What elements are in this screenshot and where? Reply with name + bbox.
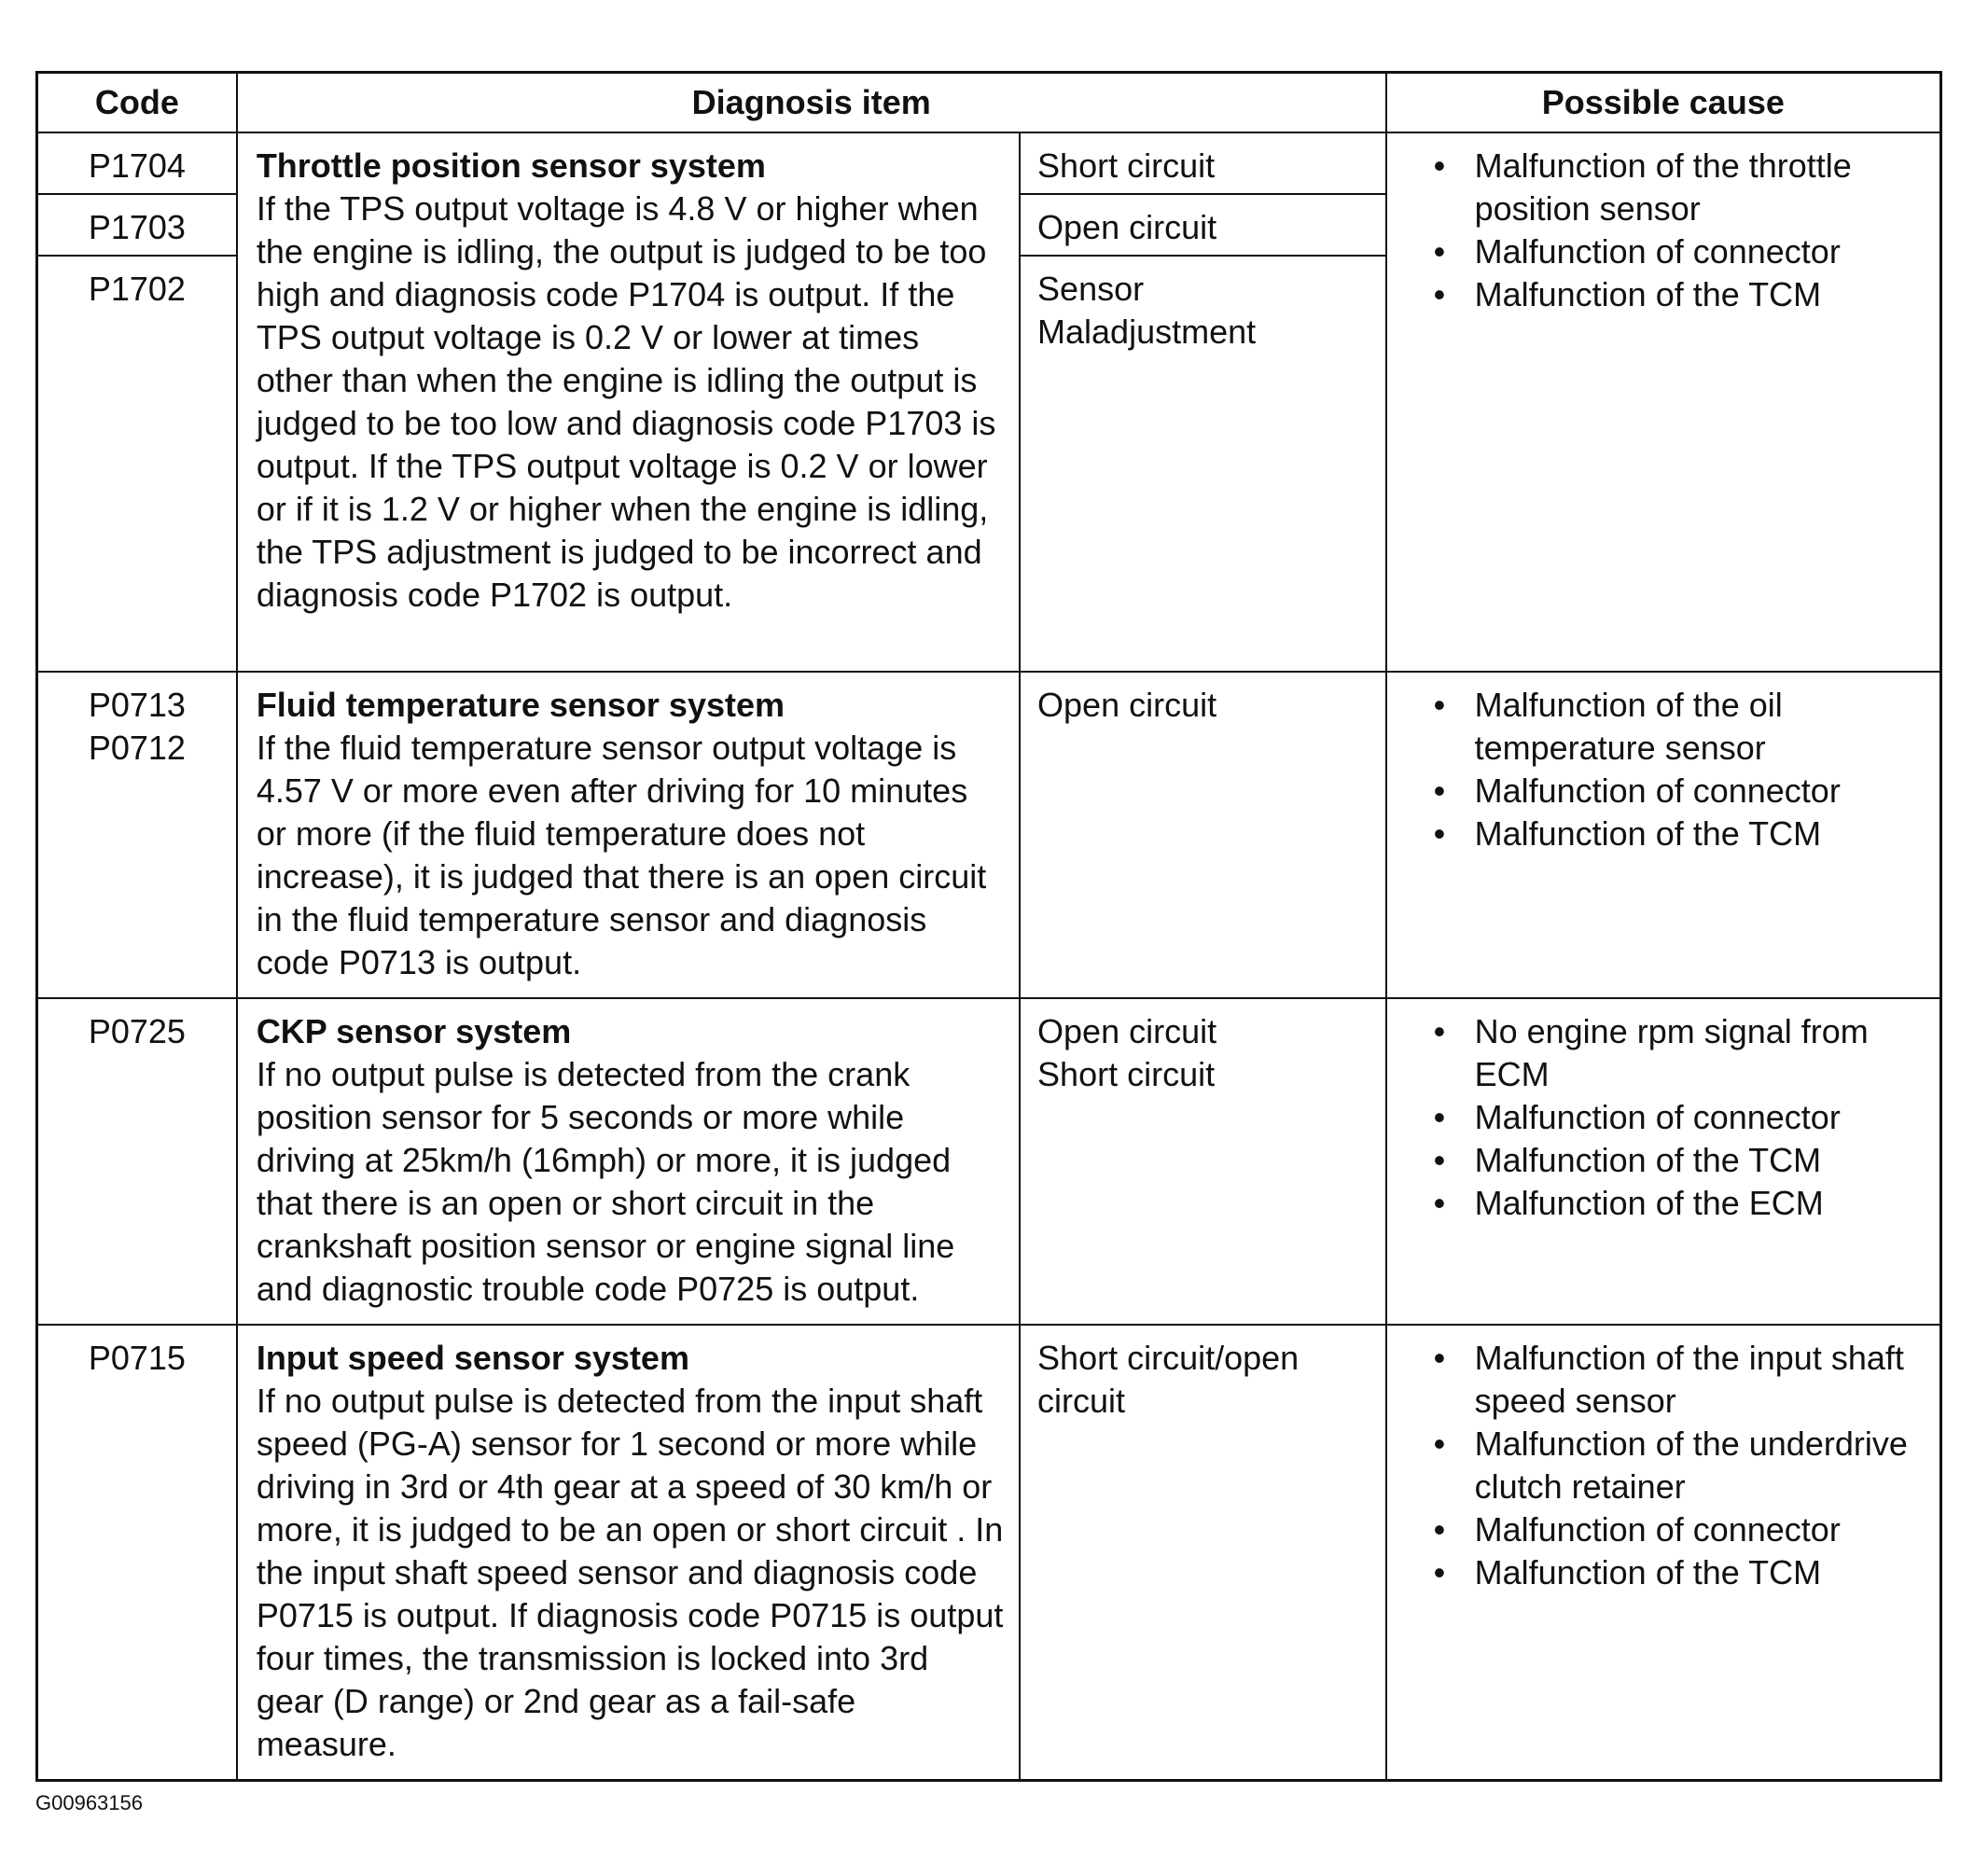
table-row <box>37 1325 1941 1781</box>
cause-item: • Malfunction of the TCM <box>1434 273 1930 316</box>
failure-mode-cell <box>1020 998 1386 1325</box>
failure-mode-cell <box>1020 256 1386 672</box>
failure-mode-cell <box>1020 672 1386 998</box>
cause-item: • Malfunction of the TCM <box>1434 1139 1930 1182</box>
failure-mode: Short circuit <box>1037 146 1216 185</box>
diagnosis-description-cell <box>237 672 1020 998</box>
table-row <box>37 672 1941 998</box>
failure-mode: Open circuit <box>1037 686 1217 724</box>
code-cell <box>37 132 237 194</box>
failure-mode: Open circuit <box>1037 208 1217 246</box>
code-value: P1702 <box>88 270 186 308</box>
possible-cause-cell <box>1386 672 1941 998</box>
header-code: Code <box>37 73 237 133</box>
cause-list <box>1434 1337 1930 1594</box>
possible-cause-cell <box>1386 1325 1941 1781</box>
diagnosis-table <box>35 71 1942 1782</box>
code-value: P1704 <box>88 146 186 185</box>
cause-item: • Malfunction of the underdrive clutch retainer <box>1434 1423 1930 1508</box>
cause-item: • Malfunction of the ECM <box>1434 1182 1930 1225</box>
failure-mode-cell <box>1020 132 1386 194</box>
failure-mode-cell <box>1020 1325 1386 1781</box>
code-cell <box>37 998 237 1325</box>
cause-list <box>1434 1010 1930 1225</box>
cause-item: • Malfunction of connector <box>1434 770 1930 813</box>
table-row <box>37 132 1941 194</box>
failure-mode: Short circuit <box>1037 1055 1216 1093</box>
header-diagnosis-item: Diagnosis item <box>237 73 1386 133</box>
possible-cause-cell <box>1386 998 1941 1325</box>
code-cell <box>37 1325 237 1781</box>
table-header-row <box>37 73 1941 133</box>
failure-mode: Short circuit/open circuit <box>1037 1339 1300 1420</box>
diagnosis-description-cell <box>237 132 1020 672</box>
cause-item: • Malfunction of connector <box>1434 1508 1930 1551</box>
cause-item: • Malfunction of connector <box>1434 1096 1930 1139</box>
diagnosis-description-cell <box>237 1325 1020 1781</box>
cause-item: • Malfunction of the throttle position sensor <box>1434 145 1930 230</box>
code-value: P0713 <box>88 686 186 724</box>
cause-list <box>1434 145 1930 316</box>
cause-item: • Malfunction of the oil temperature sensor <box>1434 684 1930 770</box>
code-value: P1703 <box>88 208 186 246</box>
code-value: P0715 <box>88 1339 186 1377</box>
figure-id: G00963156 <box>35 1791 143 1814</box>
header-possible-cause: Possible cause <box>1386 73 1941 133</box>
cause-item: • No engine rpm signal from ECM <box>1434 1010 1930 1096</box>
cause-item: • Malfunction of the TCM <box>1434 813 1930 855</box>
code-value: P0712 <box>88 729 186 767</box>
code-cell <box>37 194 237 256</box>
diagnosis-text: If no output pulse is detected from the input shaft speed (PG-A) sensor for 1 second or more while driving in 3rd or 4th gear at a speed of 30 km/h or more, it is judged to be an open or short circuit . In the input shaft speed sensor and diagnosis code P0715 is output. If diagnosis code P0715 is output four times, the transmission is locked into 3rd gear (D range) or 2nd gear as a fail-safe measure. <box>256 1382 1004 1763</box>
code-cell <box>37 672 237 998</box>
cause-item: • Malfunction of the input shaft speed sensor <box>1434 1337 1930 1423</box>
failure-mode-line: Sensor <box>1037 270 1145 308</box>
failure-mode-cell <box>1020 194 1386 256</box>
cause-item: • Malfunction of the TCM <box>1434 1551 1930 1594</box>
diagnosis-title: CKP sensor system <box>256 1012 572 1050</box>
code-cell <box>37 256 237 672</box>
diagnosis-text: If no output pulse is detected from the crank position sensor for 5 seconds or more while driving at 25km/h (16mph) or more, it is judged that there is an open or short circuit in the crankshaft position sensor or engine signal line and diagnostic trouble code P0725 is output. <box>256 1055 955 1308</box>
table-row <box>37 998 1941 1325</box>
diagnosis-description-cell <box>237 998 1020 1325</box>
diagnosis-text: If the TPS output voltage is 4.8 V or higher when the engine is idling, the output is judged to be too high and diagnosis code P1704 is output. If the TPS output voltage is 0.2 V or lower at times other than when the engine is idling the output is judged to be too low and diagnosis code P1703 is output. If the TPS output voltage is 0.2 V or lower or if it is 1.2 V or higher when the engine is idling, the TPS adjustment is judged to be incorrect and diagnosis code P1702 is output. <box>256 189 996 614</box>
failure-mode: Open circuit <box>1037 1012 1217 1050</box>
cause-list <box>1434 684 1930 855</box>
failure-mode-line: Maladjustment <box>1037 313 1257 351</box>
possible-cause-cell <box>1386 132 1941 672</box>
code-value: P0725 <box>88 1012 186 1050</box>
diagnosis-title: Input speed sensor system <box>256 1339 689 1377</box>
diagnosis-title: Throttle position sensor system <box>256 146 766 185</box>
diagnosis-title: Fluid temperature sensor system <box>256 686 785 724</box>
diagnosis-text: If the fluid temperature sensor output voltage is 4.57 V or more even after driving for 10 minutes or more (if the fluid temperature does not increase), it is judged that there is an open circuit in the fluid temperature sensor and diagnosis code P0713 is output. <box>256 729 987 981</box>
cause-item: • Malfunction of connector <box>1434 230 1930 273</box>
